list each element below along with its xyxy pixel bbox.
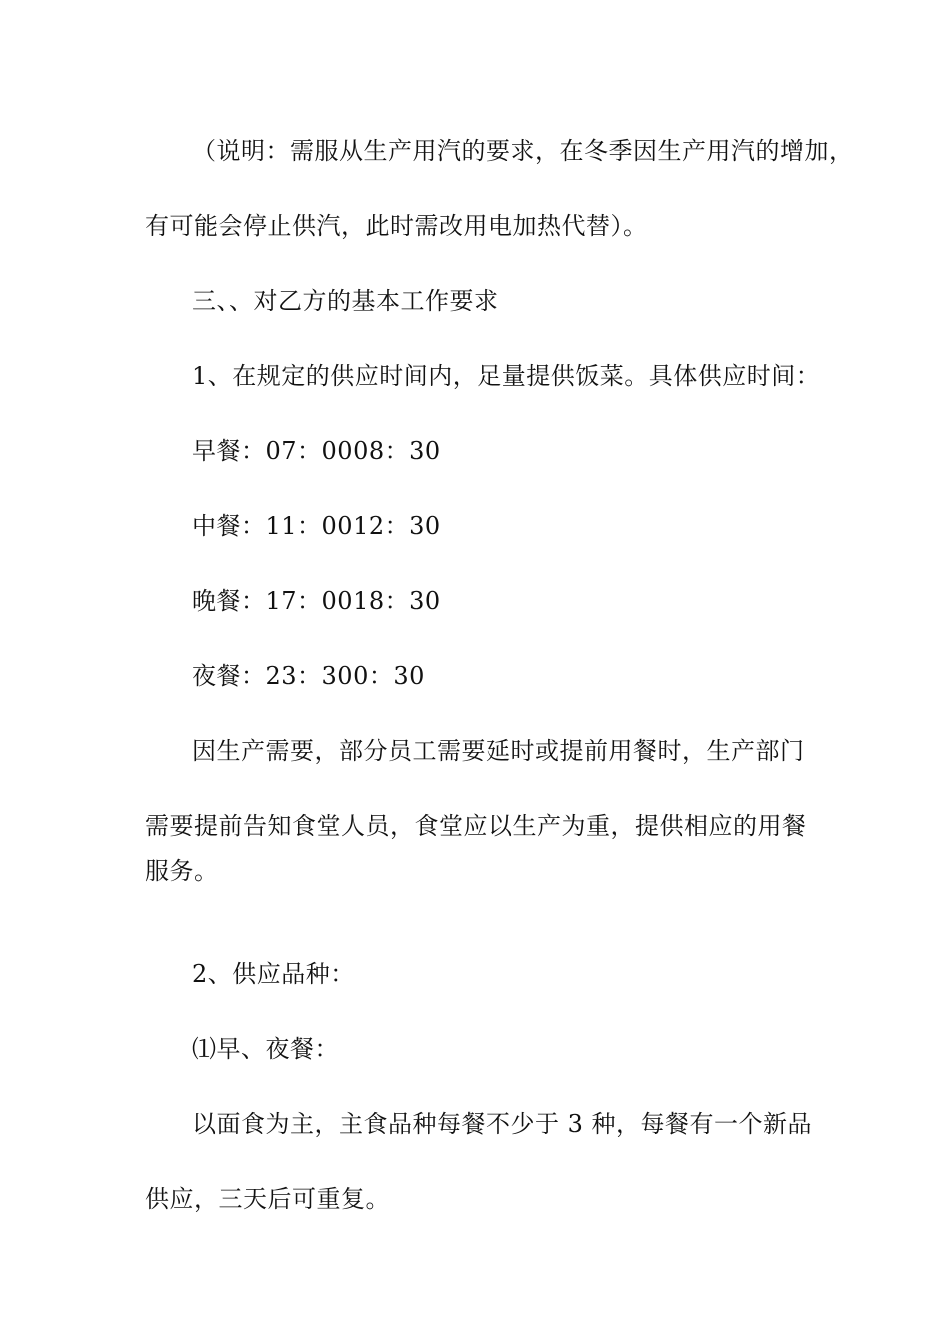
pasta-paragraph-line-1: 以面食为主，主食品种每餐不少于 3 种，每餐有一个新品 bbox=[192, 1110, 813, 1138]
lunch-time: 中餐：11：0012：30 bbox=[192, 512, 441, 540]
production-paragraph-line-2: 需要提前告知食堂人员，食堂应以生产为重，提供相应的用餐 bbox=[145, 812, 807, 840]
night-meal-time: 夜餐：23：300：30 bbox=[192, 662, 425, 690]
production-paragraph-line-1: 因生产需要，部分员工需要延时或提前用餐时，生产部门 bbox=[192, 737, 805, 765]
section-heading: 三、、对乙方的基本工作要求 bbox=[192, 287, 499, 315]
item-2-heading: 2、供应品种： bbox=[192, 960, 355, 988]
note-paragraph-line-1: （说明：需服从生产用汽的要求，在冬季因生产用汽的增加， bbox=[192, 137, 854, 165]
subitem-breakfast-night-heading: ⑴早、夜餐： bbox=[192, 1035, 339, 1063]
production-paragraph-line-3: 服务。 bbox=[145, 857, 219, 885]
note-paragraph-line-2: 有可能会停止供汽，此时需改用电加热代替）。 bbox=[145, 212, 648, 240]
dinner-time: 晚餐：17：0018：30 bbox=[192, 587, 441, 615]
pasta-paragraph-line-2: 供应，三天后可重复。 bbox=[145, 1185, 390, 1213]
breakfast-time: 早餐：07：0008：30 bbox=[192, 437, 441, 465]
item-1-heading: 1、在规定的供应时间内，足量提供饭菜。具体供应时间： bbox=[192, 362, 821, 390]
